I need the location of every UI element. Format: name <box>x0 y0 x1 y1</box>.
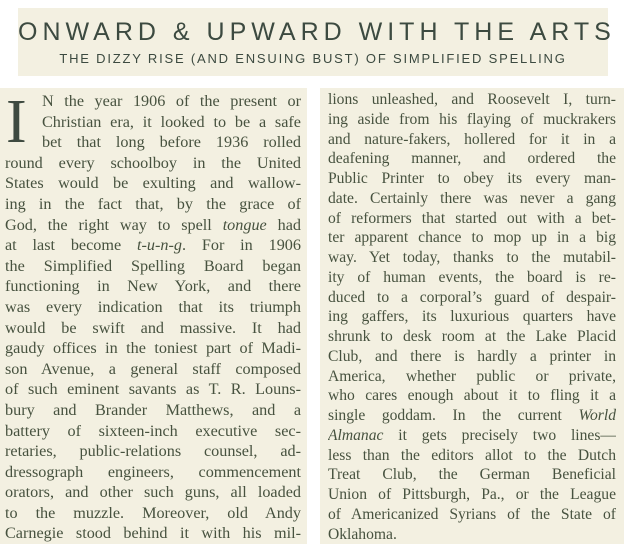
text-line <box>328 347 616 367</box>
text-segment: son Avenue, a general staff composed <box>5 359 301 378</box>
text-line <box>328 525 616 544</box>
text-line <box>5 400 301 421</box>
text-segment: gaudy offices in the toniest part of Madi- <box>5 339 301 358</box>
text-line <box>5 421 301 442</box>
text-line <box>328 90 616 110</box>
text-line <box>328 228 616 248</box>
text-segment: Club, and there is hardly a printer in <box>328 347 616 365</box>
text-line <box>5 173 301 194</box>
text-segment: functioning in New York, and there <box>5 277 301 296</box>
text-line <box>328 327 616 347</box>
article-body <box>0 88 634 544</box>
text-segment: it gets precisely two lines— <box>383 426 616 444</box>
text-segment: ing gaffers, its luxurious quarters have <box>328 308 616 326</box>
text-line <box>5 276 301 297</box>
text-segment: Carnegie stood behind it with his mil- <box>5 524 301 543</box>
text-line <box>5 359 301 380</box>
text-segment: had <box>266 215 301 234</box>
text-line <box>5 112 301 133</box>
text-line <box>328 386 616 406</box>
text-line <box>5 153 301 174</box>
text-line <box>5 338 301 359</box>
column-left-lines <box>5 88 301 544</box>
text-segment: Treat Club, the German Beneficial <box>328 466 616 484</box>
text-line <box>328 406 616 426</box>
text-segment: would be swift and massive. It had <box>5 318 301 337</box>
text-line <box>328 149 616 169</box>
text-segment: ity of human events, the board is re- <box>328 268 616 286</box>
text-segment: to the muzzle. Moreover, old Andy <box>5 503 301 522</box>
text-segment: dressograph engineers, commencement <box>5 462 301 481</box>
text-segment: was every indication that its triumph <box>5 297 301 316</box>
text-segment: Almanac <box>328 426 384 444</box>
text-segment: World <box>578 407 616 424</box>
text-segment: retaries, public-relations counsel, ad- <box>5 442 301 461</box>
text-line <box>5 91 301 112</box>
text-line <box>5 256 301 277</box>
text-segment: ing aside from his flaying of muckrakers <box>328 110 616 128</box>
text-line <box>328 110 616 130</box>
text-segment: of Americanized Syrians of the State of <box>328 505 616 523</box>
text-line <box>5 503 301 524</box>
text-segment: who cares enough about it to fling it a <box>328 387 616 405</box>
text-segment: orators, and other such guns, all loaded <box>5 483 301 502</box>
text-segment: the Simplified Spelling Board began <box>5 256 301 275</box>
text-line <box>5 523 301 544</box>
text-segment: deafening manner, and ordered the <box>328 150 616 168</box>
text-segment: of such eminent savants as T. R. Louns- <box>5 380 301 399</box>
text-segment: bet that long before 1936 rolled <box>42 133 301 152</box>
text-line <box>328 505 616 525</box>
text-line <box>5 132 301 153</box>
text-line <box>5 379 301 400</box>
text-line <box>328 209 616 229</box>
text-line <box>5 318 301 339</box>
text-segment: America, whether public or private, <box>328 367 616 385</box>
text-segment: duced to a corporal’s guard of despair- <box>328 288 616 306</box>
article-subtitle: THE DIZZY RISE (AND ENSUING BUST) OF SIMPLIFIED SPELLING <box>59 51 567 66</box>
text-segment: date. Certainly there was never a gang <box>328 189 616 207</box>
text-line <box>328 426 616 446</box>
column-right <box>320 88 624 544</box>
text-segment: single goddam. In the current <box>328 407 579 424</box>
article-title: ONWARD & UPWARD WITH THE ARTS <box>18 18 616 46</box>
column-right-lines <box>328 90 616 544</box>
text-segment: States would be exulting and wallow- <box>5 174 301 193</box>
text-segment: Public Printer to obey its every man- <box>328 170 616 187</box>
text-segment: God, the right way to spell <box>5 215 223 234</box>
text-segment: tongue <box>222 215 267 234</box>
text-line <box>5 297 301 318</box>
text-segment: battery of sixteen-inch executive sec- <box>5 421 301 440</box>
text-line <box>5 462 301 483</box>
text-segment: less than the editors allot to the Dutch <box>328 446 616 464</box>
text-segment: of reformers that started out with a bet- <box>328 209 616 227</box>
text-line <box>5 482 301 503</box>
text-line <box>328 367 616 387</box>
text-segment: ing in the fact that, by the grace of <box>5 194 301 213</box>
text-line <box>5 215 301 236</box>
column-left <box>0 88 307 544</box>
text-segment: Christian era, it looked to be a safe <box>42 112 301 131</box>
text-segment: Oklahoma. <box>328 525 397 543</box>
text-segment: shrunk to desk room at the Lake Placid <box>328 328 616 345</box>
text-line <box>328 307 616 327</box>
text-line <box>328 169 616 189</box>
text-line <box>328 130 616 150</box>
text-segment: ter apparent chance to mop up in a big <box>328 229 616 247</box>
text-line <box>328 268 616 288</box>
text-segment: N the year 1906 of the present or <box>42 92 301 110</box>
text-line <box>328 248 616 268</box>
text-line <box>5 235 301 256</box>
text-segment: lions unleashed, and Roosevelt I, turn- <box>328 91 616 108</box>
text-line <box>5 441 301 462</box>
text-segment: round every schoolboy in the United <box>5 153 301 172</box>
text-segment: at last become <box>5 236 138 255</box>
text-segment: and nature-fakers, hollered for it in a <box>328 130 616 148</box>
text-segment: bury and Brander Matthews, and a <box>5 400 301 419</box>
text-line <box>328 446 616 466</box>
text-segment: way. Yet today, thanks to the mutabil- <box>328 249 616 266</box>
text-segment: Union of Pittsburgh, Pa., or the League <box>328 486 616 503</box>
text-line <box>328 465 616 485</box>
text-line <box>328 485 616 505</box>
text-line <box>328 288 616 308</box>
drop-cap: I <box>6 88 27 156</box>
article-header <box>18 8 616 76</box>
text-line <box>328 189 616 209</box>
text-segment: t-u-n-g <box>137 236 182 255</box>
text-line <box>5 194 301 215</box>
text-segment: . For in 1906 <box>181 236 301 255</box>
